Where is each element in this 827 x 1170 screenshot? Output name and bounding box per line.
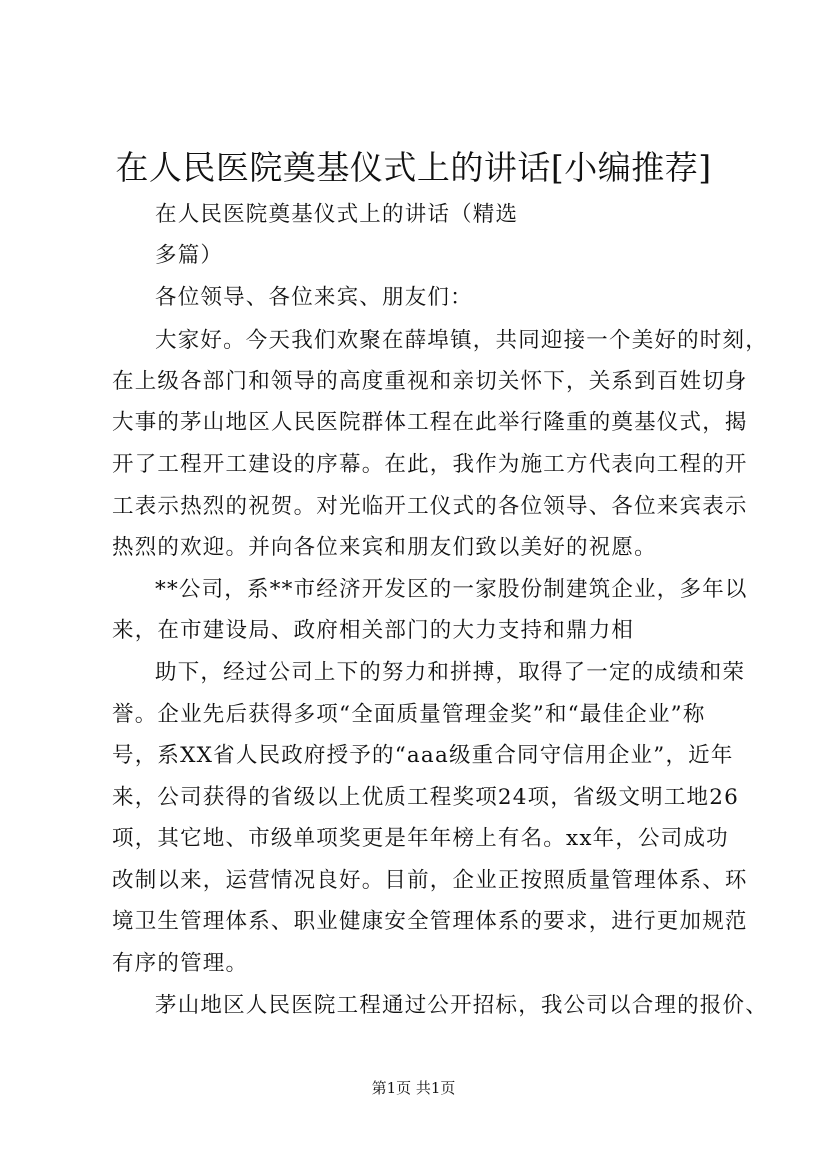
paragraph-line: 大事的茅山地区人民医院群体工程在此举行隆重的奠基仪式，揭 (112, 410, 748, 435)
paragraph-line: 号，系XX省人民政府授予的“aaa级重合同守信用企业”，近年 (112, 743, 734, 768)
paragraph-line: 境卫生管理体系、职业健康安全管理体系的要求，进行更加规范 (112, 909, 748, 934)
greeting-line: 各位领导、各位来宾、朋友们： (155, 285, 473, 310)
paragraph-line: 茅山地区人民医院工程通过公开招标，我公司以合理的报价、 (155, 993, 768, 1018)
paragraph-line: 在上级各部门和领导的高度重视和亲切关怀下，关系到百姓切身 (112, 369, 748, 394)
paragraph-line: **公司，系**市经济开发区的一家股份制建筑企业，多年以 (155, 577, 748, 602)
document-title: 在人民医院奠基仪式上的讲话[小编推荐] (115, 148, 712, 187)
paragraph-line: 热烈的欢迎。并向各位来宾和朋友们致以美好的祝愿。 (112, 535, 657, 560)
paragraph-line: 项，其它地、市级单项奖更是年年榜上有名。xx年，公司成功 (112, 826, 729, 851)
subtitle-line-2: 多篇） (155, 243, 224, 268)
paragraph-line: 工表示热烈的祝贺。对光临开工仪式的各位领导、各位来宾表示 (112, 494, 748, 519)
page-footer: 第1页 共1页 (371, 1079, 456, 1097)
paragraph-line: 大家好。今天我们欢聚在薛埠镇，共同迎接一个美好的时刻， (155, 328, 768, 353)
paragraph-line: 改制以来，运营情况良好。目前，企业正按照质量管理体系、环 (112, 868, 748, 893)
paragraph-line: 助下，经过公司上下的努力和拼搏，取得了一定的成绩和荣 (155, 660, 746, 685)
paragraph-line: 来，公司获得的省级以上优质工程奖项24项，省级文明工地26 (112, 785, 740, 810)
subtitle-line-1: 在人民医院奠基仪式上的讲话（精选 (155, 202, 519, 227)
paragraph-line: 有序的管理。 (112, 951, 249, 976)
paragraph-line: 来，在市建设局、政府相关部门的大力支持和鼎力相 (112, 618, 635, 643)
paragraph-line: 誉。企业先后获得多项“全面质量管理金奖”和“最佳企业”称 (112, 702, 706, 727)
paragraph-line: 开了工程开工建设的序幕。在此，我作为施工方代表向工程的开 (112, 452, 748, 477)
